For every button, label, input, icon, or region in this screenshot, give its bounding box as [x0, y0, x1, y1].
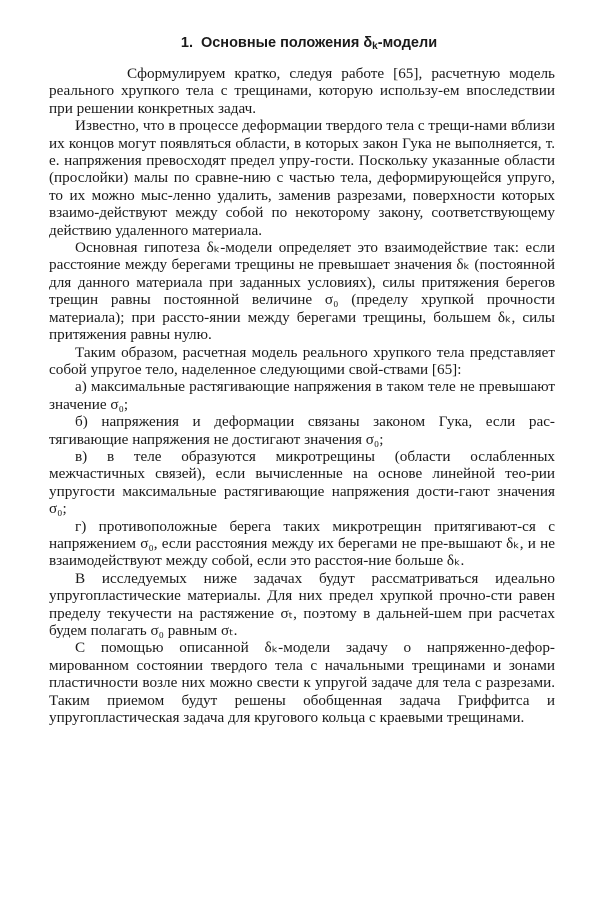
- paragraph-4: Таким образом, расчетная модель реального хрупкого тела представляет собой упругое тело, наделенное следующими свой-ствами [65]:: [49, 343, 555, 378]
- section-title-after: -модели: [377, 35, 438, 51]
- paragraph-3: Основная гипотеза δₖ-модели определяет это взаимодействие так: если расстояние между берегами трещины не превышает значения δₖ (постоянной для данного материала при заданных условиях), силы притяжения берегов трещин равны постоянной величине σ₀ (пределу хрупкой прочности материала); при рассто-янии между берегами трещины, большем δₖ, силы притяжения равны нулю.: [49, 239, 555, 344]
- section-title-subscript: k: [372, 41, 378, 52]
- list-item-g: г) противоположные берега таких микротрещин притягивают-ся с напряжением σ₀, если расстояния между их берегами не пре-вышают δₖ, и не взаимодействуют между собой, если это расстоя-ние больше δₖ.: [49, 517, 555, 570]
- list-item-a: а) максимальные растягивающие напряжения в таком теле не превышают значение σ₀;: [49, 378, 555, 413]
- list-item-v: в) в теле образуются микротрещины (области ослабленных межчастичных связей), если вычисленные на основе линейной тео-рии упругости максимальные растягивающие напряжения дости-гают значения σ₀;: [49, 447, 555, 518]
- paragraph-5: В исследуемых ниже задачах будут рассматриваться идеально упругопластические материалы. Для них предел хрупкой прочно-сти равен пределу текучести на растяжение σₜ, поэтому в дальней-шем при расчетах будем полагать σ₀ равным σₜ.: [49, 569, 555, 639]
- paragraph-2: Известно, что в процессе деформации твердого тела с трещи-нами вблизи их концов могут появляться области, в которых закон Гука не выполняется, т. е. напряжения превосходят предел упру-гости. Поскольку указанные области (прослойки) малы по сравне-нию с частью тела, деформирующейся упруго, то их можно мыс-ленно удалить, заменив разрезами, поверхности которых взаимо-действуют между собой по некоторому закону, соответствующему действию удаленного материала.: [49, 117, 555, 239]
- list-item-b: б) напряжения и деформации связаны законом Гука, если рас-тягивающие напряжения не достигают значения σ₀;: [49, 413, 555, 448]
- paragraph-6: С помощью описанной δₖ-модели задачу о напряженно-дефор-мированном состоянии твердого тела с начальными трещинами и зонами пластичности возле них можно свести к упругой задаче для тела с разрезами. Таким приемом будут решены обобщенная задача Гриффитса и упругопластическая задача для кругового кольца с краевыми трещинами.: [49, 639, 555, 727]
- section-heading: [49, 33, 555, 53]
- paragraph-1: Сформулируем кратко, следуя работе [65], расчетную модель реального хрупкого тела с трещинами, которую использу-ем впоследствии при решении конкретных задач.: [49, 65, 555, 117]
- section-number: 1.: [180, 35, 193, 51]
- page: [49, 33, 555, 726]
- section-title-before: Основные положения δ: [200, 35, 373, 51]
